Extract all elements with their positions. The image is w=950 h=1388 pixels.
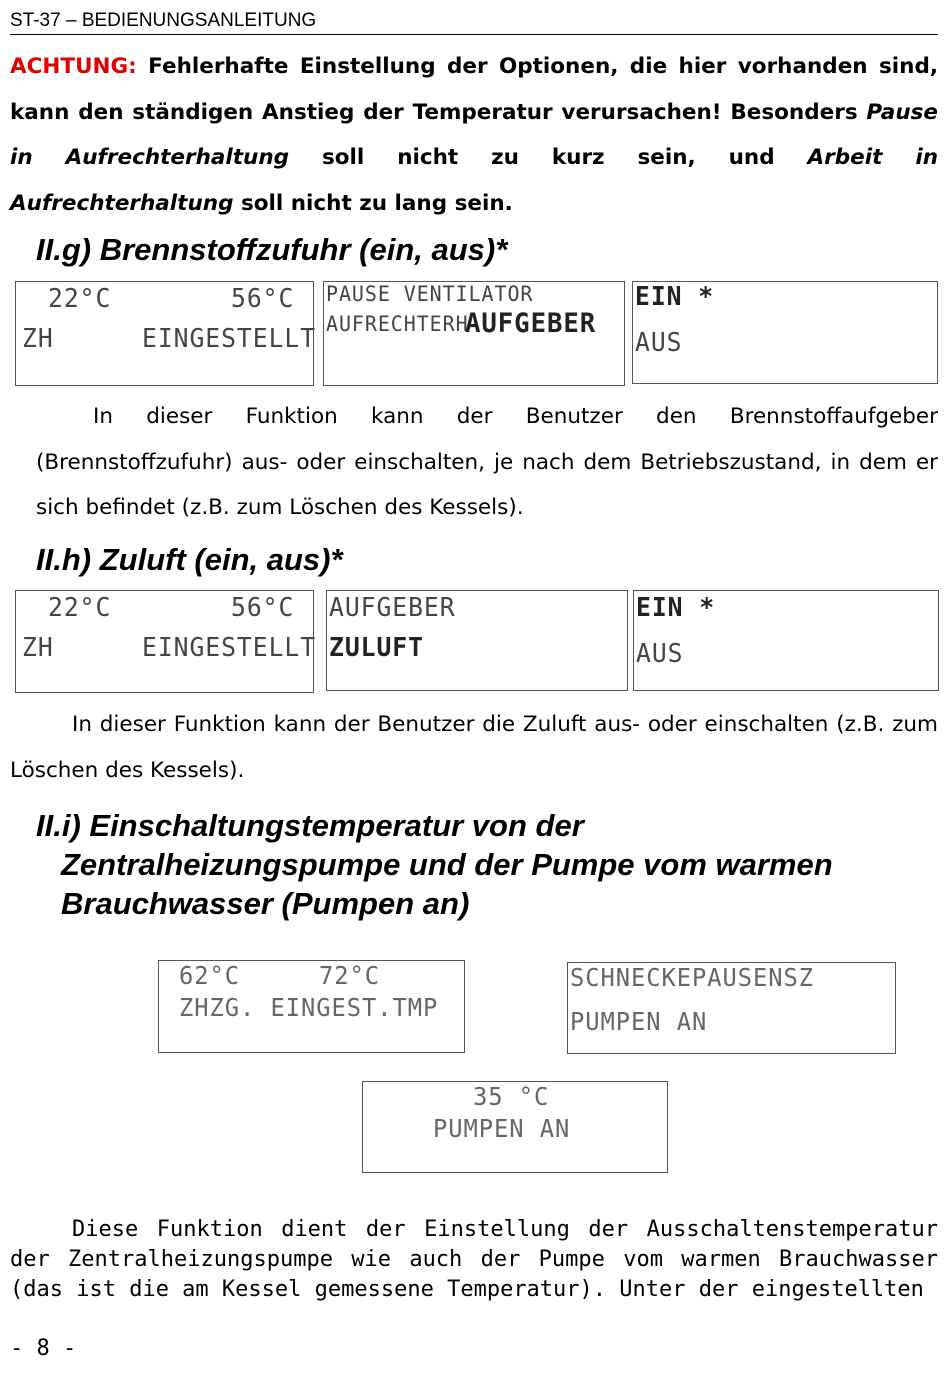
lcd-menu-line-1: PAUSE VENTILATOR [326, 282, 534, 306]
lcd-menu-selected: AUFGEBER [465, 308, 597, 339]
lcd-display-g1 [15, 281, 317, 386]
lcd-menu-line-1: SCHNECKEPAUSENSZ [570, 963, 814, 992]
lcd-option-off: AUS [635, 328, 683, 358]
lcd-display-i3 [362, 1081, 668, 1173]
lcd-display-h2 [326, 590, 628, 691]
section-i-paragraph: Diese Funktion dient der Einstellung der Ausschaltenstemperatur der Zentralheizungspumpe wie auch der Pumpe vom warmen Brauchwasser (das ist die am Kessel gemessene Temperatur). Unter der eingestellten [10, 1217, 938, 1302]
lcd-temp-1: 22°C [48, 593, 112, 623]
lcd-status: ZHZG. EINGEST.TMP [179, 993, 439, 1022]
warning-emphasis-2: Arbeit in Aufrechterhaltung [10, 145, 938, 216]
lcd-temp-2: 56°C [231, 284, 295, 314]
warning-paragraph [10, 44, 938, 226]
lcd-display-g3 [632, 281, 938, 384]
lcd-temp-2: 72°C [319, 961, 381, 990]
lcd-setpoint: 35 °C [473, 1082, 550, 1111]
lcd-status: EINGESTELLT [142, 633, 317, 663]
lcd-option-on: EIN * [635, 282, 715, 312]
section-i-title-line-1: II.i) Einschaltungstemperatur von der [36, 808, 584, 843]
warning-text-3: soll nicht zu lang sein. [233, 190, 513, 216]
section-i-title-line-2: Zentralheizungspumpe und der Pumpe vom warmen [61, 847, 833, 882]
lcd-menu-line-2: AUFRECHTERH [326, 312, 469, 336]
section-g-title: II.g) Brennstoffzufuhr (ein, aus)* [36, 232, 508, 267]
lcd-option-off: AUS [636, 639, 684, 669]
section-i-title-line-3: Brauchwasser (Pumpen an) [61, 886, 470, 921]
lcd-menu-line-1: AUFGEBER [329, 593, 456, 623]
lcd-setpoint-label: PUMPEN AN [433, 1114, 571, 1143]
lcd-menu-selected: ZULUFT [329, 633, 424, 663]
lcd-status: EINGESTELLT [142, 324, 317, 354]
lcd-mode: ZH [22, 324, 54, 354]
lcd-menu-line-2: PUMPEN AN [570, 1007, 708, 1036]
lcd-display-i2 [567, 962, 896, 1054]
lcd-mode: ZH [22, 633, 54, 663]
warning-emphasis-1: Pause in Aufrechterhaltung [10, 99, 938, 170]
lcd-display-g2 [323, 281, 625, 386]
lcd-display-i1 [158, 960, 465, 1053]
warning-text-2: soll nicht zu kurz sein, und [289, 145, 808, 170]
page-number: - 8 - [10, 1336, 77, 1361]
lcd-option-on: EIN * [636, 593, 716, 623]
section-h-paragraph: In dieser Funktion kann der Benutzer die Zuluft aus- oder einschalten (z.B. zum Löschen des Kessels). [10, 712, 938, 783]
lcd-temp-1: 62°C [179, 961, 241, 990]
page-header: ST-37 – BEDIENUNGSANLEITUNG [10, 10, 938, 35]
lcd-temp-2: 56°C [231, 593, 295, 623]
lcd-temp-1: 22°C [48, 284, 112, 314]
lcd-display-h3 [633, 590, 939, 691]
section-g-paragraph: In dieser Funktion kann der Benutzer den Brennstoffaufgeber (Brennstoffzufuhr) aus- oder einschalten, je nach dem Betriebszustand, in dem er sich befindet (z.B. zum Löschen des Kessels). [36, 404, 938, 520]
section-h-title: II.h) Zuluft (ein, aus)* [36, 542, 343, 577]
lcd-display-h1 [15, 590, 317, 693]
warning-text-1: Fehlerhafte Einstellung der Optionen, die hier vorhanden sind, kann den ständigen Anstieg der Temperatur verursachen! Besonders [10, 54, 938, 125]
warning-label: ACHTUNG: [10, 54, 137, 79]
